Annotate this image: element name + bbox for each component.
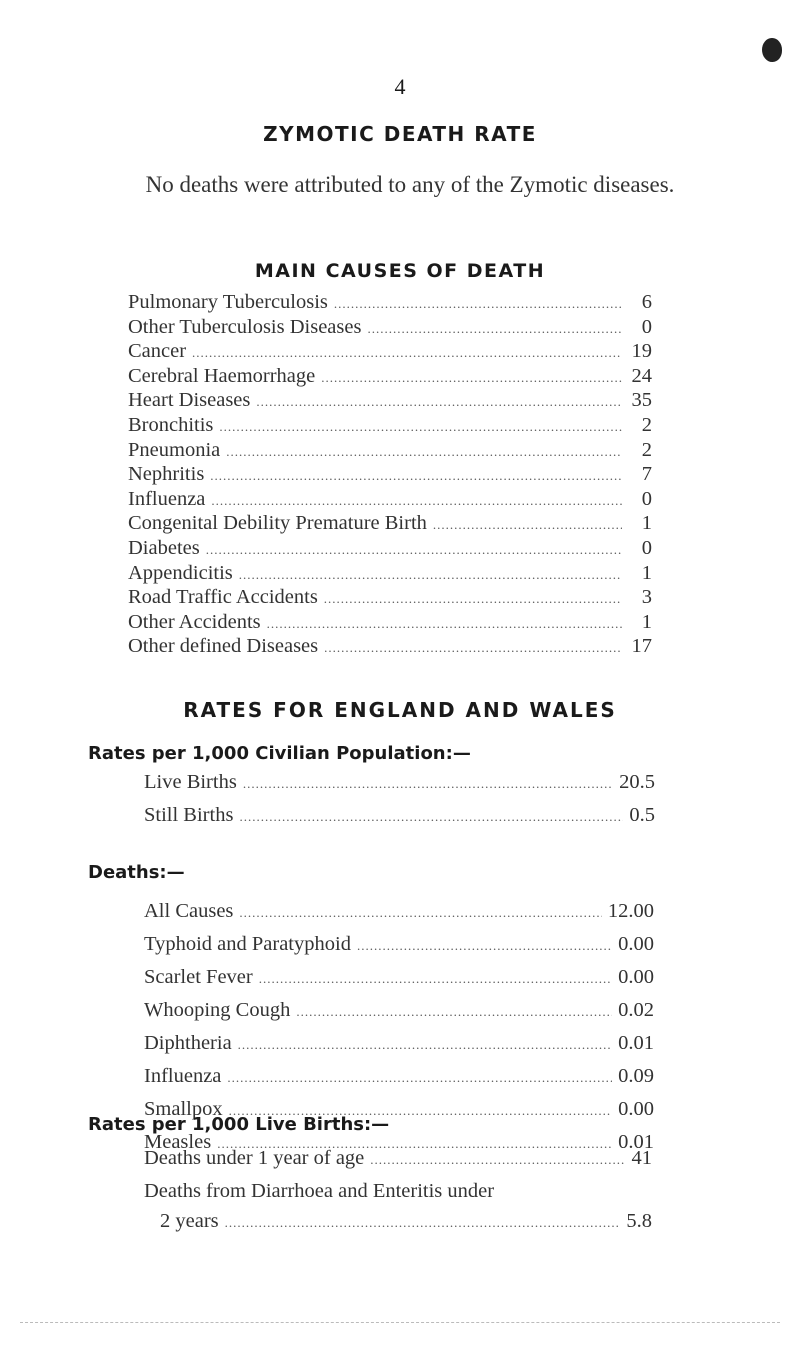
list-item: Live Births ..... 20.5	[144, 771, 655, 804]
leader-dots	[226, 444, 622, 460]
leader-dots	[357, 938, 612, 954]
list-item: Other Accidents ..... 1	[128, 611, 652, 636]
leader-dots	[206, 542, 622, 558]
list-item: Appendicitis ..... 1	[128, 562, 652, 587]
leader-dots	[256, 394, 622, 410]
leader-dots	[321, 370, 622, 386]
civilian-rates-subheading: Rates per 1,000 Civilian Population:—	[88, 743, 471, 764]
leader-dots	[210, 468, 622, 484]
list-item: Other Tuberculosis Diseases ..... 0	[128, 316, 652, 341]
leader-dots	[370, 1152, 625, 1168]
leader-dots	[239, 567, 622, 583]
leader-dots	[296, 1004, 612, 1020]
live-births-rates-subheading: Rates per 1,000 Live Births:—	[88, 1114, 390, 1135]
rates-heading: RATES FOR ENGLAND AND WALES	[183, 698, 617, 722]
main-causes-heading: MAIN CAUSES OF DEATH	[254, 260, 546, 282]
list-item-line1: Deaths from Diarrhoea and Enteritis under	[144, 1180, 495, 1202]
list-item: Influenza ..... 0	[128, 488, 652, 513]
list-item: Cancer ..... 19	[128, 340, 652, 365]
list-item: Other defined Diseases ..... 17	[128, 635, 652, 660]
list-item: Scarlet Fever ..... 0.00	[144, 966, 654, 999]
list-item: Smallpox ..... 0.00	[144, 1098, 654, 1131]
leader-dots	[239, 905, 601, 921]
leader-dots	[192, 345, 622, 361]
leader-dots	[334, 296, 622, 312]
leader-dots	[243, 776, 613, 792]
page-number: 4	[394, 74, 406, 99]
leader-dots	[211, 493, 622, 509]
list-item: Measles ..... 0.01	[144, 1131, 654, 1164]
main-causes-list	[128, 291, 652, 660]
list-item: Still Births ..... 0.5	[144, 804, 655, 837]
leader-dots	[367, 321, 622, 337]
zymotic-text: No deaths were attributed to any of the Zymotic diseases.	[145, 172, 675, 197]
civilian-rates-list	[144, 771, 655, 837]
list-item: Congenital Debility Premature Birth ..... 1	[128, 512, 652, 537]
list-item: Cerebral Haemorrhage ..... 24	[128, 365, 652, 390]
list-item: All Causes ..... 12.00	[144, 900, 654, 933]
leader-dots	[238, 1037, 612, 1053]
live-births-rates-list	[144, 1147, 652, 1243]
list-item: Whooping Cough ..... 0.02	[144, 999, 654, 1032]
leader-dots	[267, 616, 622, 632]
list-item: Heart Diseases ..... 35	[128, 389, 652, 414]
list-item: Road Traffic Accidents ..... 3	[128, 586, 652, 611]
list-item-line2: 2 years ..... 5.8	[144, 1210, 652, 1243]
list-item: Diphtheria ..... 0.01	[144, 1032, 654, 1065]
leader-dots	[259, 971, 612, 987]
leader-dots	[239, 809, 623, 825]
ink-blot-mark	[762, 38, 782, 62]
bottom-divider	[20, 1322, 780, 1323]
leader-dots	[219, 419, 622, 435]
list-item: Deaths under 1 year of age ..... 41	[144, 1147, 652, 1180]
leader-dots	[324, 640, 622, 656]
list-item: Pulmonary Tuberculosis ..... 6	[128, 291, 652, 316]
list-item: Typhoid and Paratyphoid ..... 0.00	[144, 933, 654, 966]
leader-dots	[227, 1070, 612, 1086]
list-item: Diabetes ..... 0	[128, 537, 652, 562]
leader-dots	[433, 517, 622, 533]
leader-dots	[225, 1215, 621, 1231]
list-item: Nephritis ..... 7	[128, 463, 652, 488]
leader-dots	[324, 591, 622, 607]
zymotic-heading: ZYMOTIC DEATH RATE	[263, 122, 537, 146]
list-item: Influenza ..... 0.09	[144, 1065, 654, 1098]
list-item: Pneumonia ..... 2	[128, 439, 652, 464]
deaths-subheading: Deaths:—	[88, 862, 185, 883]
list-item: Bronchitis ..... 2	[128, 414, 652, 439]
